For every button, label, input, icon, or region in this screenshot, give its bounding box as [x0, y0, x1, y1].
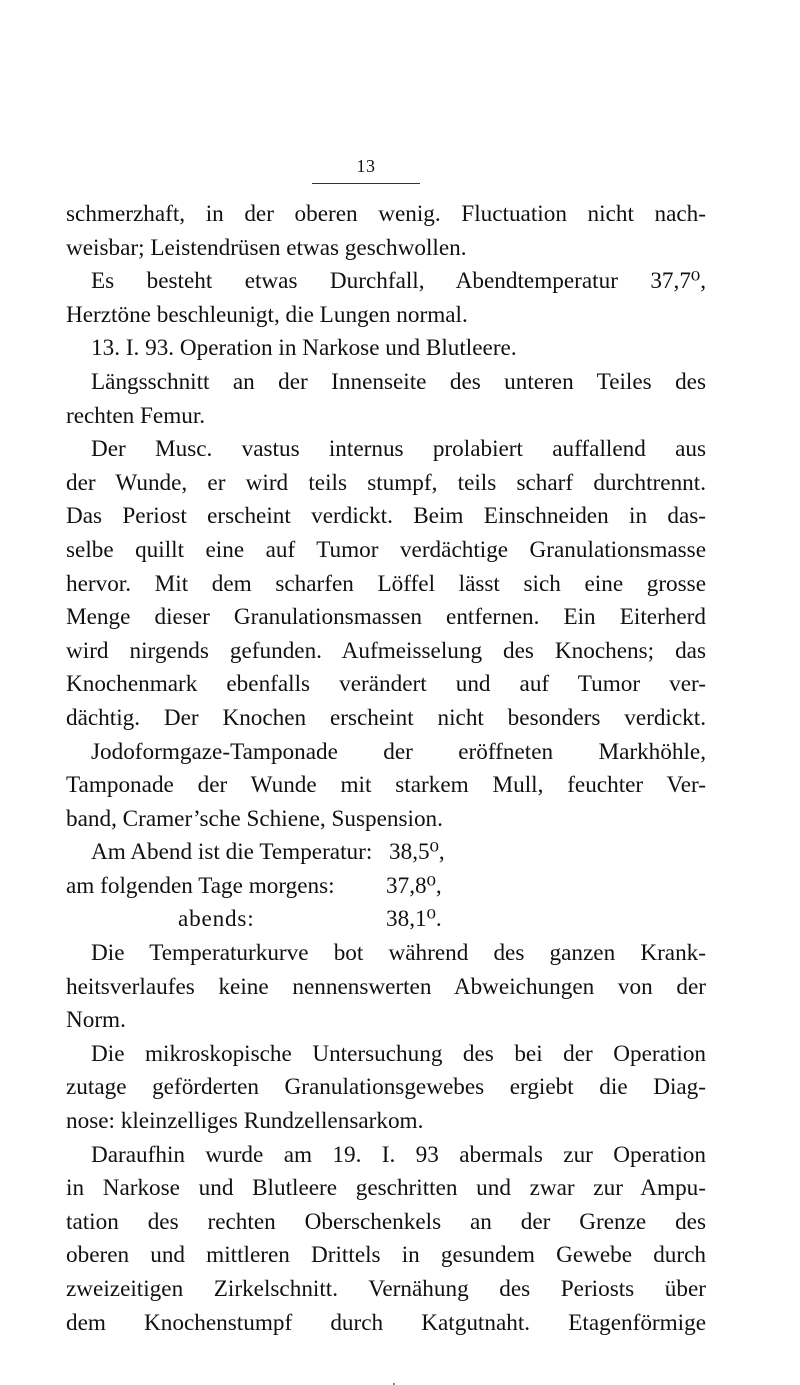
- text-line: Die mikroskopische Untersuchung des bei der Operation: [91, 1040, 706, 1067]
- temperature-value: 37,8⁰,: [386, 872, 442, 899]
- text-line: heitsverlaufes keine nennenswerten Abweichungen von der: [66, 973, 706, 1000]
- text-line: zutage geförderten Granulationsgewebes ergiebt die Diag-: [66, 1074, 706, 1101]
- temperature-row: [66, 870, 706, 904]
- text-line: Knochenmark ebenfalls verändert und auf Tumor ver-: [66, 671, 706, 698]
- text-line: Daraufhin wurde am 19. I. 93 abermals zur Operation: [91, 1141, 706, 1168]
- text-line: tation des rechten Oberschenkels an der Grenze des: [66, 1208, 706, 1235]
- text-line: dem Knochenstumpf durch Katgutnaht. Etagenförmige: [66, 1309, 706, 1336]
- text-line: Herztöne beschleunigt, die Lungen normal.: [66, 301, 468, 328]
- temperature-row: [66, 903, 706, 937]
- text-line: wird nirgends gefunden. Aufmeisselung des Knochens; das: [66, 637, 706, 664]
- text-line: 13. I. 93. Operation in Narkose und Blutleere.: [91, 335, 517, 362]
- text-line: in Narkose und Blutleere geschritten und zwar zur Ampu-: [66, 1175, 706, 1202]
- text-line: dächtig. Der Knochen erscheint nicht besonders verdickt.: [66, 704, 706, 731]
- text-line: Das Periost erscheint verdickt. Beim Einschneiden in das-: [66, 503, 706, 530]
- temperature-value: 38,1⁰.: [386, 906, 442, 933]
- text-line: zweizeitigen Zirkelschnitt. Vernähung des Periosts über: [66, 1276, 706, 1302]
- temperature-label: abends:: [178, 906, 255, 933]
- text-line: Die Temperaturkurve bot während des ganzen Krank-: [91, 940, 706, 967]
- text-line: selbe quillt eine auf Tumor verdächtige Granulationsmasse: [66, 536, 706, 563]
- page-number: 13: [356, 156, 376, 176]
- text-line: oberen und mittleren Drittels in gesundem Gewebe durch: [66, 1242, 706, 1269]
- text-line: Es besteht etwas Durchfall, Abendtemperatur 37,7⁰,: [91, 268, 706, 295]
- page-number-rule: [312, 183, 420, 184]
- temperature-label: Am Abend ist die Temperatur:: [91, 839, 373, 866]
- text-line: Längsschnitt an der Innenseite des unteren Teiles des: [91, 368, 706, 395]
- temperature-row: [66, 836, 706, 870]
- text-line: schmerzhaft, in der oberen wenig. Fluctuation nicht nach-: [66, 201, 706, 227]
- text-line: nose: kleinzelliges Rundzellensarkom.: [66, 1108, 424, 1135]
- text-line: Menge dieser Granulationsmassen entfernen. Ein Eiterherd: [66, 604, 706, 631]
- temperature-value: 38,5⁰,: [389, 839, 445, 866]
- text-line: band, Cramer’sche Schiene, Suspension.: [66, 805, 443, 832]
- text-line: rechten Femur.: [66, 402, 206, 429]
- text-line: Der Musc. vastus internus prolabiert auffallend aus: [91, 436, 706, 463]
- body-text: [66, 198, 706, 1340]
- text-line: der Wunde, er wird teils stumpf, teils scharf durchtrennt.: [66, 469, 706, 496]
- text-line: Jodoformgaze-Tamponade der eröffneten Markhöhle,: [91, 738, 706, 765]
- temperature-label: am folgenden Tage morgens:: [66, 872, 335, 899]
- text-line: Norm.: [66, 1007, 126, 1034]
- text-line: Tamponade der Wunde mit starkem Mull, feuchter Ver-: [66, 772, 706, 799]
- text-line: weisbar; Leistendrüsen etwas geschwollen.: [66, 234, 467, 261]
- text-line: hervor. Mit dem scharfen Löffel lässt sich eine grosse: [66, 570, 706, 597]
